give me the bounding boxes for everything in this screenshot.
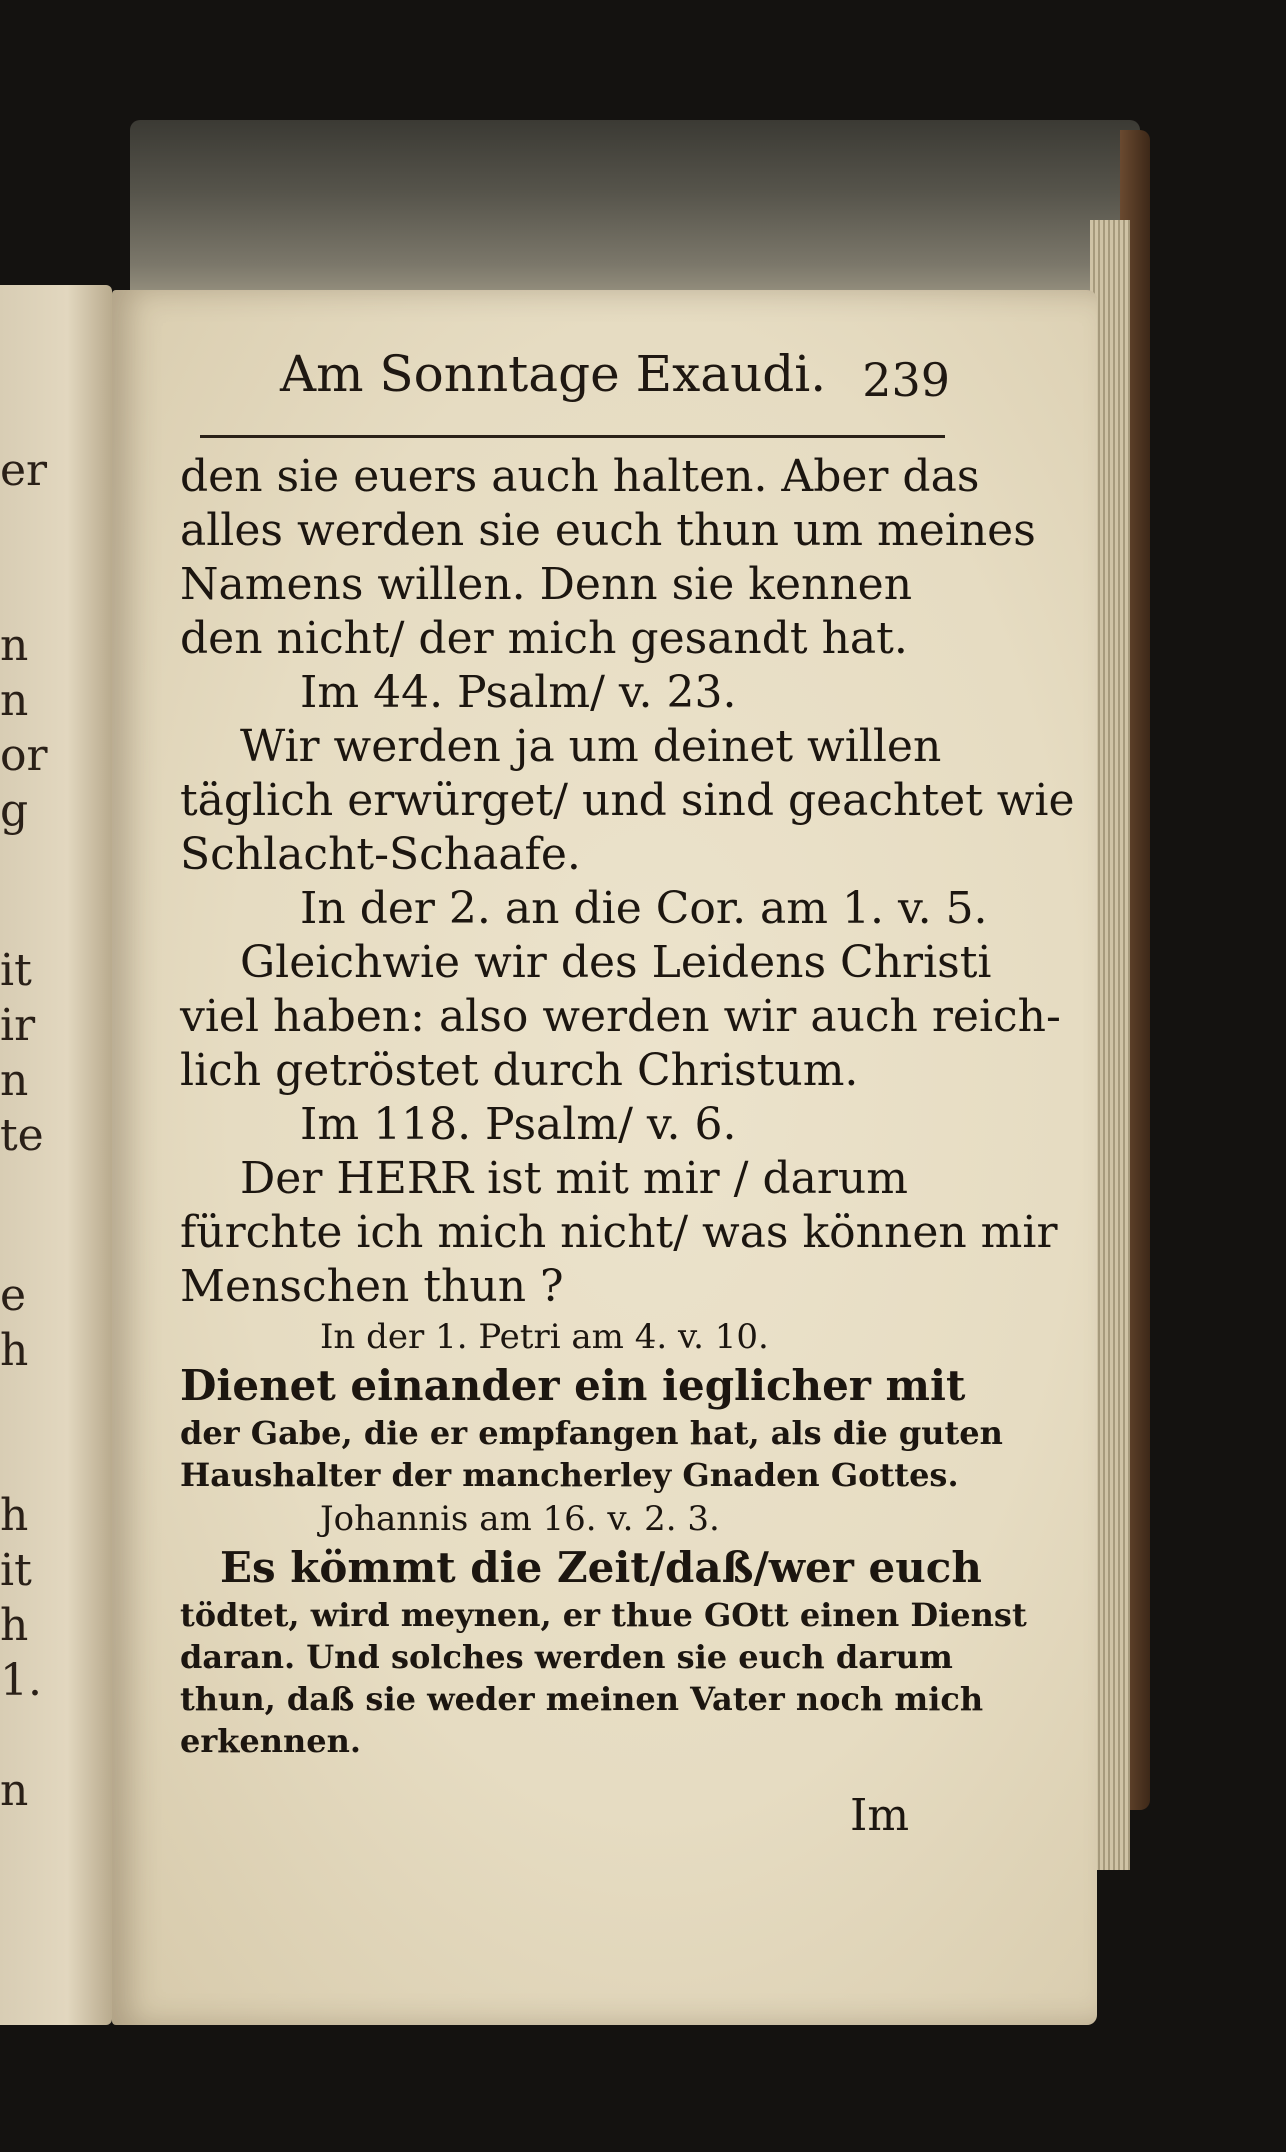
header-rule: [200, 435, 945, 438]
left-page-char: or: [0, 730, 48, 781]
text-line: tödtet, wird meynen, er thue GOtt einen Dienst: [180, 1596, 1027, 1634]
text-line: Gleichwie wir des Leidens Christi: [240, 937, 992, 988]
left-page-char: n: [0, 1055, 29, 1106]
text-line: den sie euers auch halten. Aber das: [180, 451, 980, 502]
text-line: thun, daß sie weder meinen Vater noch mich: [180, 1680, 984, 1718]
scripture-reference: In der 1. Petri am 4. v. 10.: [320, 1317, 769, 1357]
page-number: 239: [862, 353, 950, 407]
left-page-char: h: [0, 1490, 29, 1541]
text-line: Dienet einander ein ieglicher mit: [180, 1361, 966, 1410]
text-line: Schlacht-Schaafe.: [180, 829, 581, 880]
text-line: alles werden sie euch thun um meines: [180, 505, 1036, 556]
text-line: Haushalter der mancherley Gnaden Gottes.: [180, 1456, 959, 1494]
text-line: der Gabe, die er empfangen hat, als die guten: [180, 1414, 1003, 1452]
text-line: Es kömmt die Zeit/daß/wer euch: [220, 1543, 982, 1592]
left-page-char: n: [0, 1765, 29, 1816]
left-page-fragment: [0, 285, 112, 2025]
text-block: [180, 720, 1075, 882]
left-page-char: h: [0, 1325, 29, 1376]
text-block: [180, 450, 1036, 666]
left-page-char: it: [0, 1545, 32, 1596]
text-line: täglich erwürget/ und sind geachtet wie: [180, 775, 1075, 826]
text-line: daran. Und solches werden sie euch darum: [180, 1638, 953, 1676]
scripture-reference: Im 118. Psalm/ v. 6.: [300, 1099, 737, 1150]
text-line: Menschen thun ?: [180, 1261, 564, 1312]
text-line: Namens willen. Denn sie kennen: [180, 559, 913, 610]
page-block-top-edge: [130, 120, 1140, 300]
catchword: Im: [850, 1790, 910, 1841]
left-page-char: er: [0, 445, 48, 496]
text-line: Wir werden ja um deinet willen: [240, 721, 942, 772]
left-page-char: g: [0, 785, 29, 836]
text-line: viel haben: also werden wir auch reich-: [180, 991, 1061, 1042]
scripture-reference: Johannis am 16. v. 2. 3.: [320, 1499, 720, 1539]
left-page-char: it: [0, 945, 32, 996]
text-block: [180, 1152, 1058, 1314]
left-page-char: h: [0, 1600, 29, 1651]
scripture-reference: In der 2. an die Cor. am 1. v. 5.: [300, 883, 988, 934]
left-page-char: te: [0, 1110, 44, 1161]
text-block: [180, 1542, 1027, 1762]
text-line: fürchte ich mich nicht/ was können mir: [180, 1207, 1058, 1258]
left-page-char: ir: [0, 1000, 36, 1051]
text-block: [180, 936, 1061, 1098]
left-page-char: e: [0, 1270, 27, 1321]
scripture-reference: Im 44. Psalm/ v. 23.: [300, 667, 737, 718]
page-body: [180, 450, 1075, 1762]
text-line: lich getröstet durch Christum.: [180, 1045, 859, 1096]
text-block: [180, 1360, 1003, 1496]
left-page-char: 1.: [0, 1655, 42, 1706]
text-line: den nicht/ der mich gesandt hat.: [180, 613, 908, 664]
running-header: [170, 345, 950, 425]
text-line: erkennen.: [180, 1722, 362, 1760]
left-page-char: n: [0, 620, 29, 671]
left-page-char: n: [0, 675, 29, 726]
text-line: Der HERR ist mit mir / darum: [240, 1153, 908, 1204]
running-title: Am Sonntage Exaudi.: [280, 345, 827, 403]
